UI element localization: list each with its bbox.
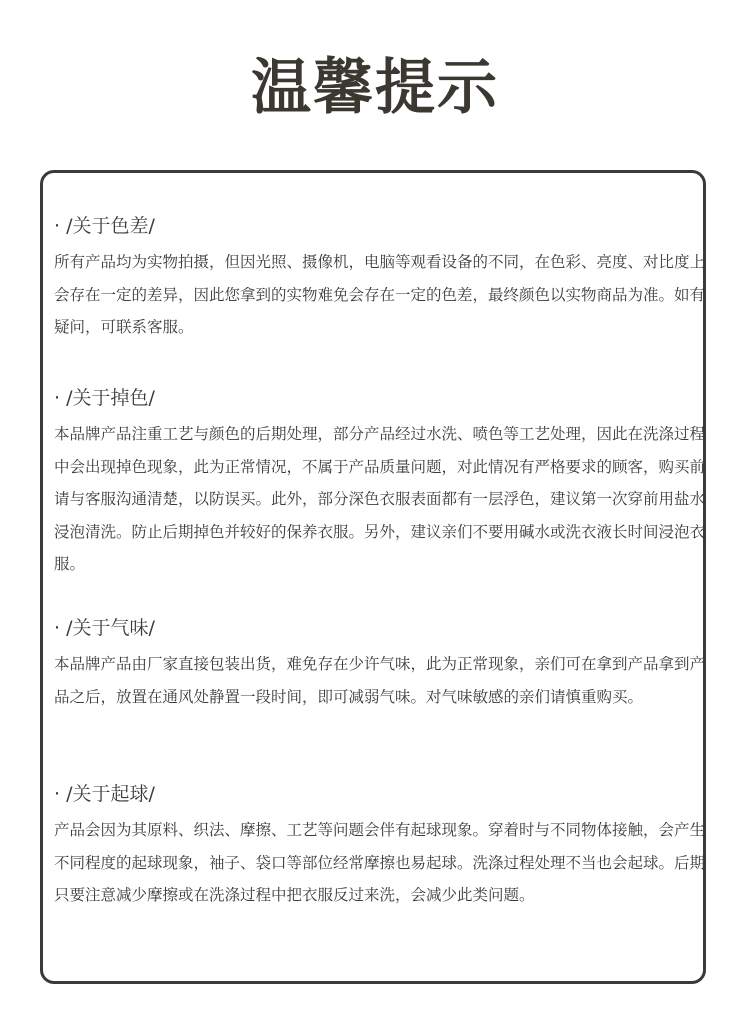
section-heading: · /关于起球/	[54, 783, 155, 805]
section-color-fading	[54, 384, 714, 581]
section-body: 所有产品均为实物拍摄，但因光照、摄像机，电脑等观看设备的不同，在色彩、亮度、对比度上会存在一定的差异，因此您拿到的实物难免会存在一定的色差，最终颜色以实物商品为准。如有疑问，可联系客服。	[54, 253, 706, 336]
page-title: 温馨提示	[251, 53, 499, 123]
section-body: 本品牌产品由厂家直接包装出货，难免存在少许气味，此为正常现象，亲们可在拿到产品拿到产品之后，放置在通风处静置一段时间，即可减弱气味。对气味敏感的亲们请慎重购买。	[54, 655, 706, 706]
section-pilling	[54, 780, 714, 912]
section-odor	[54, 614, 714, 713]
section-body: 本品牌产品注重工艺与颜色的后期处理，部分产品经过水洗、喷色等工艺处理，因此在洗涤过程中会出现掉色现象，此为正常情况，不属于产品质量问题，对此情况有严格要求的顾客，购买前请与客服沟通清楚，以防误买。此外，部分深色衣服表面都有一层浮色，建议第一次穿前用盐水浸泡清洗。防止后期掉色并较好的保养衣服。另外，建议亲们不要用碱水或洗衣液长时间浸泡衣服。	[54, 425, 706, 573]
section-heading: · /关于色差/	[54, 215, 155, 237]
section-color-difference	[54, 212, 714, 344]
section-heading: · /关于气味/	[54, 617, 155, 639]
section-heading: · /关于掉色/	[54, 387, 155, 409]
section-body: 产品会因为其原料、织法、摩擦、工艺等问题会伴有起球现象。穿着时与不同物体接触，会产生不同程度的起球现象，袖子、袋口等部位经常摩擦也易起球。洗涤过程处理不当也会起球。后期只要注意减少摩擦或在洗涤过程中把衣服反过来洗，会减少此类问题。	[54, 821, 706, 904]
